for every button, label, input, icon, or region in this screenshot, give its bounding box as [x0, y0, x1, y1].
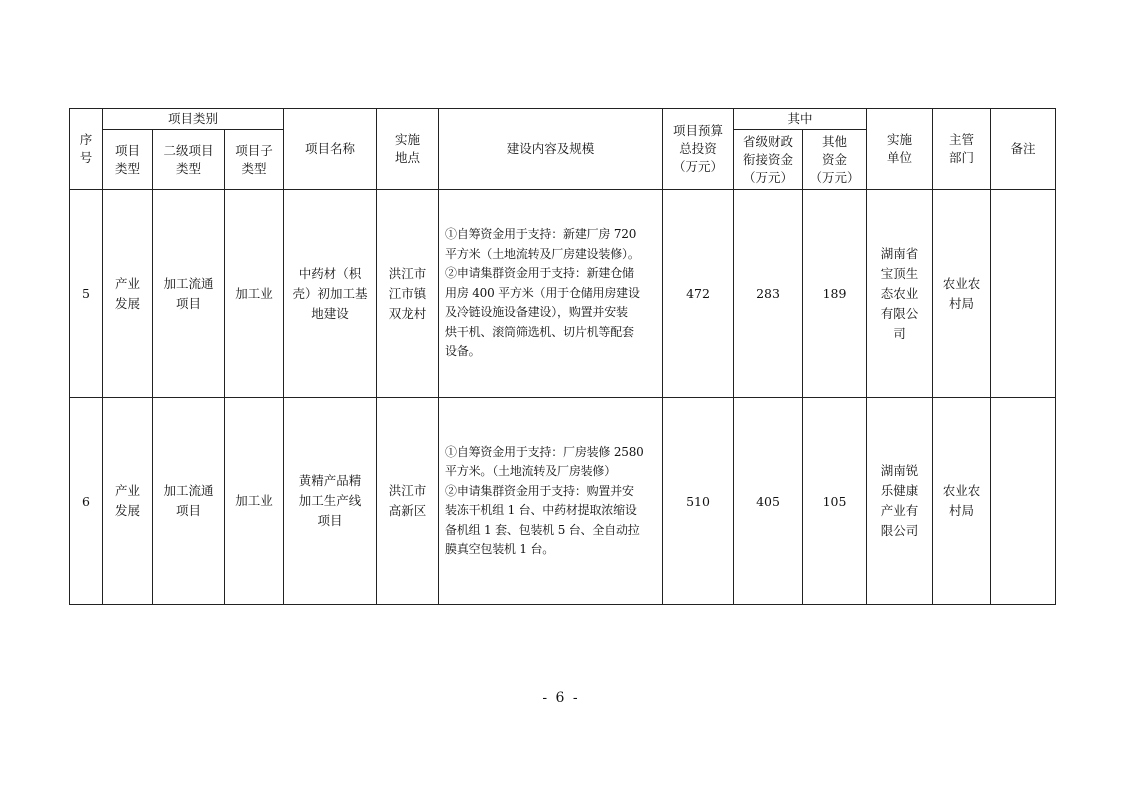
header-other-line: （万元） [809, 169, 860, 185]
project-table [69, 108, 1056, 605]
row-content [439, 190, 663, 398]
header-seq-line: 号 [79, 150, 93, 165]
row-unit-line: 限公司 [880, 523, 919, 538]
row-location-line: 双龙村 [388, 305, 427, 321]
header-category-group: 项目类别 [103, 109, 284, 130]
header-seq [70, 109, 103, 190]
row-sub-type-line: 加工流通 [163, 483, 214, 498]
header-sub-type-line: 二级项目 [163, 142, 214, 158]
row-dept [933, 398, 991, 605]
row-provincial: 405 [734, 398, 803, 605]
header-unit-line: 单位 [887, 150, 913, 165]
row-content-line: 膜真空包装机 1 台。 [445, 542, 555, 556]
row-budget: 472 [663, 190, 734, 398]
row-sub-sub-type: 加工业 [225, 398, 284, 605]
row-name-line: 中药材（枳 [298, 265, 362, 281]
row-dept-line: 村局 [949, 503, 975, 518]
header-other-line: 其他 [822, 133, 848, 149]
row-name-line: 黄精产品精 [298, 473, 362, 488]
header-location [377, 109, 439, 190]
row-location [377, 190, 439, 398]
header-other-line: 资金 [822, 151, 848, 167]
header-among: 其中 [734, 109, 867, 130]
row-content-line: ①自筹资金用于支持：厂房装修 2580 [445, 444, 644, 459]
header-budget-line: 总投资 [679, 141, 717, 156]
page-number: - 6 - [542, 690, 580, 706]
header-type [103, 130, 153, 190]
row-content-line: 备机组 1 套、包装机 5 台、全自动拉 [445, 522, 640, 537]
row-unit-line: 司 [893, 325, 906, 341]
row-location-line: 洪江市 [388, 265, 427, 281]
header-location-line: 实施 [395, 132, 421, 147]
row-sub-sub-type: 加工业 [225, 190, 284, 398]
header-remark: 备注 [991, 109, 1056, 190]
row-name-line: 项目 [317, 513, 343, 528]
row-content-line: 设备。 [445, 344, 481, 359]
row-sub-type-line: 项目 [175, 295, 201, 311]
header-name: 项目名称 [284, 109, 377, 190]
header-provincial-line: 衔接资金 [743, 151, 794, 167]
row-sub-type [153, 398, 225, 605]
row-content-line: ①自筹资金用于支持：新建厂房 720 [445, 227, 637, 242]
header-unit [867, 109, 933, 190]
row-dept [933, 190, 991, 398]
row-content-line: 平方米。（土地流转及厂房装修） [445, 464, 617, 478]
row-name-line: 加工生产线 [298, 493, 362, 508]
row-sub-type-line: 项目 [175, 503, 201, 518]
header-seq-line: 序 [79, 132, 93, 147]
row-name-line: 地建设 [311, 305, 349, 321]
header-unit-line: 实施 [887, 132, 913, 147]
row-unit-line: 湖南锐 [880, 463, 919, 478]
row-location-line: 洪江市 [388, 483, 427, 498]
row-unit [867, 190, 933, 398]
header-content: 建设内容及规模 [439, 109, 663, 190]
table-row [70, 398, 1056, 605]
row-content-line: 用房 400 平方米（用于仓储用房建设 [445, 285, 640, 300]
row-unit-line: 乐健康 [880, 483, 919, 498]
header-budget-line: 项目预算 [673, 123, 724, 138]
row-name-line: 壳）初加工基 [292, 285, 368, 301]
row-sub-type-line: 加工流通 [163, 275, 214, 291]
header-sub-sub-type [225, 130, 284, 190]
header-budget [663, 109, 734, 190]
header-type-line: 类型 [114, 160, 140, 176]
header-provincial [734, 130, 803, 190]
header-other [803, 130, 867, 190]
row-location-line: 江市镇 [388, 285, 427, 301]
row-content-line: 烘干机、滚筒筛选机、切片机等配套 [445, 324, 634, 339]
row-type-line: 产业 [114, 275, 140, 291]
row-dept-line: 农业农 [942, 275, 981, 291]
row-unit-line: 产业有 [880, 503, 919, 518]
row-remark [991, 398, 1056, 605]
row-sub-type [153, 190, 225, 398]
row-unit-line: 湖南省 [880, 245, 919, 261]
header-dept-line: 主管 [949, 132, 975, 147]
row-content-line: ②申请集群资金用于支持：购置并安 [445, 483, 634, 498]
row-content-line: 平方米（土地流转及厂房建设装修）。 [445, 246, 640, 261]
header-dept-line: 部门 [949, 150, 975, 165]
row-unit-line: 宝顶生 [880, 265, 919, 281]
row-dept-line: 农业农 [942, 483, 981, 498]
row-type [103, 398, 153, 605]
row-budget: 510 [663, 398, 734, 605]
row-content-line: 及冷链设施设备建设），购置并安装 [445, 305, 628, 320]
row-provincial: 283 [734, 190, 803, 398]
header-row-1 [70, 109, 1056, 130]
row-unit [867, 398, 933, 605]
row-dept-line: 村局 [949, 295, 975, 311]
row-location [377, 398, 439, 605]
table-row [70, 190, 1056, 398]
row-name [284, 190, 377, 398]
row-unit-line: 态农业 [880, 285, 919, 301]
row-location-line: 高新区 [388, 503, 427, 518]
header-budget-line: （万元） [673, 159, 724, 174]
row-type-line: 产业 [114, 483, 140, 498]
row-seq: 5 [70, 190, 103, 398]
row-type-line: 发展 [114, 295, 140, 311]
header-sub-type-line: 类型 [175, 160, 201, 176]
header-provincial-line: 省级财政 [743, 133, 794, 149]
header-dept [933, 109, 991, 190]
header-provincial-line: （万元） [743, 169, 794, 185]
row-content-line: ②申请集群资金用于支持：新建仓储 [445, 266, 634, 281]
row-unit-line: 有限公 [880, 305, 919, 321]
header-sub-sub-type-line: 项目子 [235, 142, 273, 158]
row-type [103, 190, 153, 398]
row-seq: 6 [70, 398, 103, 605]
header-sub-sub-type-line: 类型 [241, 160, 267, 176]
row-content [439, 398, 663, 605]
header-location-line: 地点 [395, 150, 421, 165]
row-other: 105 [803, 398, 867, 605]
row-type-line: 发展 [114, 503, 140, 518]
row-other: 189 [803, 190, 867, 398]
row-remark [991, 190, 1056, 398]
header-sub-type [153, 130, 225, 190]
row-content-line: 装冻干机组 1 台、中药材提取浓缩设 [445, 503, 637, 517]
row-name [284, 398, 377, 605]
header-type-line: 项目 [114, 142, 140, 158]
